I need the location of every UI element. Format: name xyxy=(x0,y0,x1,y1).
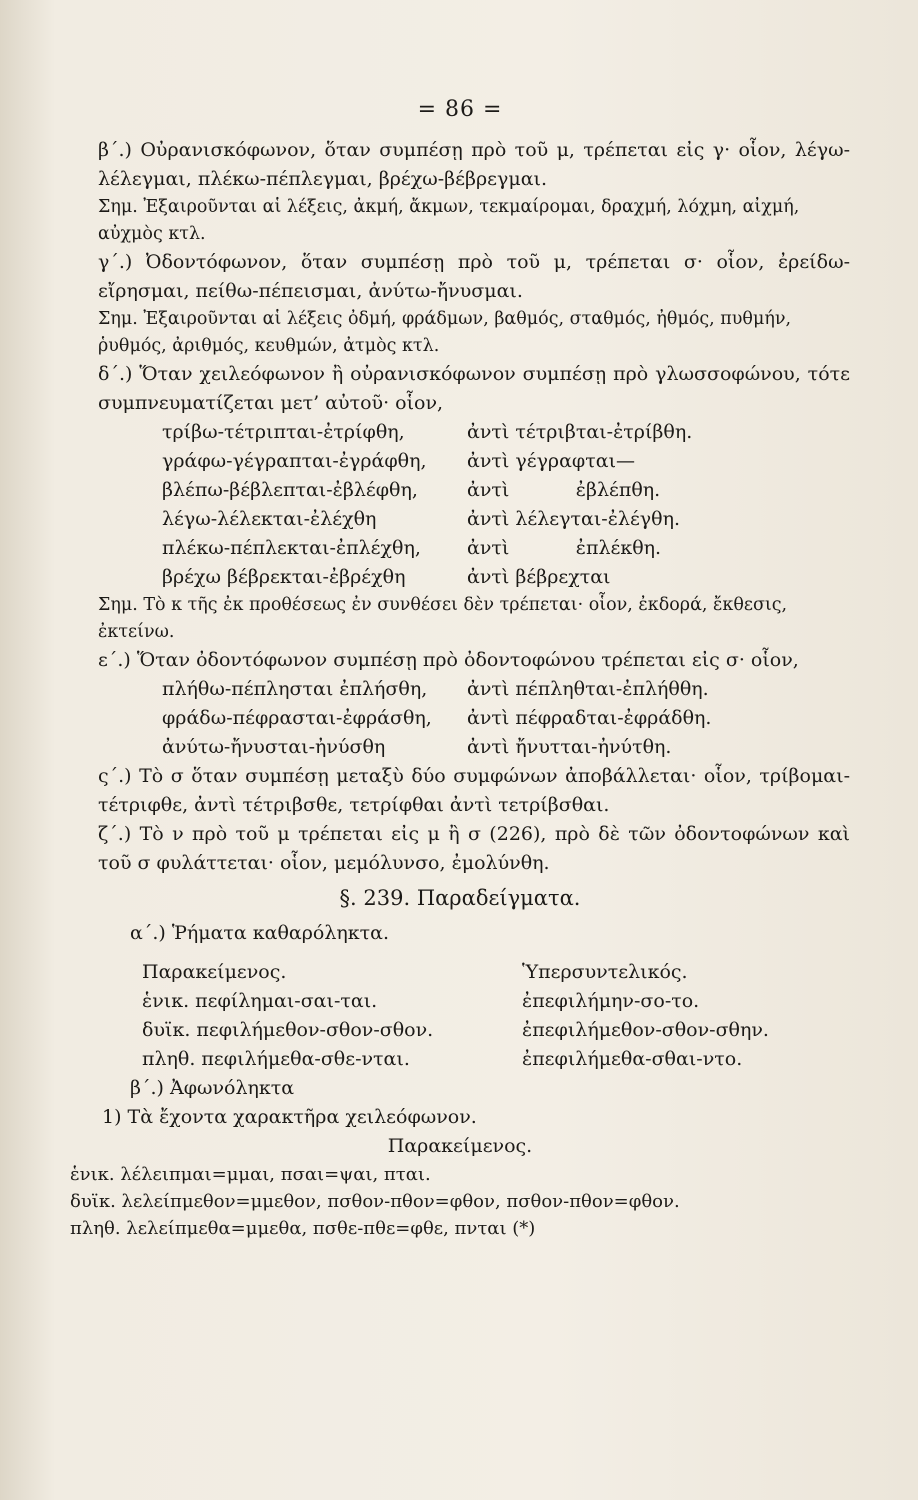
example-form: βρέχω βέβρεκται-ἐβρέχθη xyxy=(162,566,406,588)
example-row xyxy=(70,675,850,704)
pluperfect-form: ἐπεφιλήμεθα-σθαι-ντο. xyxy=(522,1048,743,1070)
note-gamma: Σημ. Ἐξαιροῦνται αἱ λέξεις ὀδμή, φράδμων, βαθμός, σταθμός, ἠθμός, πυθμήν, ῥυθμός, ἀριθμός, κευθμών, ἀτμὸς κτλ. xyxy=(98,309,792,356)
subsection-labials: 1) Τὰ ἔχοντα χαρακτῆρα χειλεόφωνον. xyxy=(102,1106,477,1128)
paragraph-gamma: γ΄.) Ὀδοντόφωνον, ὅταν συμπέσῃ πρὸ τοῦ μ, τρέπεται σ· οἷον, ἐρείδω-εἴρησμαι, πείθω-πέπεισμαι, ἀνύτω-ἤνυσμαι. xyxy=(98,251,850,302)
paragraph-beta: β΄.) Οὐρανισκόφωνον, ὅταν συμπέσῃ πρὸ τοῦ μ, τρέπεται εἰς γ· οἷον, λέγω-λέλεγμαι, πλέκω-πέπλεγμαι, βρέχω-βέβρεγμαι. xyxy=(98,139,850,190)
bottom-row-dual: δυϊκ. λελείπμεθον=μμεθον, πσθον-πθον=φθον, πσθον-πθον=φθον. xyxy=(70,1191,680,1212)
perfect-form: δυϊκ. πεφιλήμεθον-σθον-σθον. xyxy=(142,1019,434,1041)
paragraph-epsilon: ε΄.) Ὅταν ὀδοντόφωνον συμπέσῃ πρὸ ὀδοντοφώνου τρέπεται εἰς σ· οἷον, xyxy=(98,649,799,671)
example-row xyxy=(70,733,850,762)
example-original: ἀντὶ λέλεγται-ἐλέγθη. xyxy=(467,508,681,530)
note-beta: Σημ. Ἐξαιροῦνται αἱ λέξεις, ἀκμή, ἄκμων, τεκμαίρομαι, δραχμή, λόχμη, αἰχμή, αὐχμὸς κτλ. xyxy=(98,197,800,244)
example-row xyxy=(70,505,850,534)
delta-examples xyxy=(70,418,850,592)
paragraph-zeta: ζ΄.) Τὸ ν πρὸ τοῦ μ τρέπεται εἰς μ ἢ σ (226), πρὸ δὲ τῶν ὀδοντοφώνων καὶ τοῦ σ φυλάττεται· οἷον, μεμόλυνσο, ἐμολύνθη. xyxy=(98,823,850,874)
example-row xyxy=(70,534,850,563)
example-form: λέγω-λέλεκται-ἐλέχθη xyxy=(162,508,377,530)
example-original: ἀντὶ ἤνυτται-ἠνύτθη. xyxy=(467,736,672,758)
conjugation-row xyxy=(70,1045,850,1074)
example-form: βλέπω-βέβλεπται-ἐβλέφθη, xyxy=(162,479,418,501)
bottom-row-singular: ἑνικ. λέλειπμαι=μμαι, πσαι=ψαι, πται. xyxy=(70,1164,431,1185)
perfect-heading: Παρακείμενος. xyxy=(387,1135,533,1157)
example-original: ἀντὶ τέτριβται-ἐτρίβθη. xyxy=(467,421,693,443)
section-title: §. 239. Παραδείγματα. xyxy=(339,886,581,910)
pluperfect-form: ἐπεφιλήμεθον-σθον-σθην. xyxy=(522,1019,769,1041)
example-original: ἀντὶ πέφραδται-ἐφράδθη. xyxy=(467,707,712,729)
example-form: πλήθω-πέπλησται ἐπλήσθη, xyxy=(162,678,428,700)
subsection-alpha: α΄.) Ῥήματα καθαρόληκτα. xyxy=(130,922,390,944)
example-form: πλέκω-πέπλεκται-ἐπλέχθη, xyxy=(162,537,421,559)
pluperfect-form: ἐπεφιλήμην-σο-το. xyxy=(522,990,700,1012)
paragraph-delta: δ΄.) Ὅταν χειλεόφωνον ἢ οὐρανισκόφωνον συμπέσῃ πρὸ γλωσσοφώνου, τότε συμπνευματίζεται μετ’ αὐτοῦ· οἷον, xyxy=(98,363,850,414)
page-number: = 86 = xyxy=(417,97,503,122)
example-form: τρίβω-τέτριπται-ἐτρίφθη, xyxy=(162,421,405,443)
example-form: ἀνύτω-ἤνυσται-ἠνύσθη xyxy=(162,736,386,758)
conjugation-row xyxy=(70,1016,850,1045)
epsilon-examples xyxy=(70,675,850,762)
conjugation-header xyxy=(70,958,850,987)
subsection-beta: β΄.) Ἀφωνόληκτα xyxy=(130,1077,295,1099)
example-row xyxy=(70,563,850,592)
example-form: φράδω-πέφρασται-ἐφράσθη, xyxy=(162,707,432,729)
example-original: ἀντὶ ἐπλέκθη. xyxy=(467,537,662,559)
perfect-form: ἑνικ. πεφίλημαι-σαι-ται. xyxy=(142,990,378,1012)
paragraph-stigma: ς΄.) Τὸ σ ὅταν συμπέσῃ μεταξὺ δύο συμφώνων ἀποβάλλεται· οἷον, τρίβομαι-τέτριφθε, ἀντὶ τέτριβσθε, τετρίφθαι ἀντὶ τετρίβσθαι. xyxy=(98,765,850,816)
example-original: ἀντὶ πέπληθται-ἐπλήθθη. xyxy=(467,678,709,700)
note-delta: Σημ. Τὸ κ τῆς ἐκ προθέσεως ἐν συνθέσει δὲν τρέπεται· οἷον, ἐκδορά, ἔκθεσις, ἐκτείνω. xyxy=(98,595,788,642)
example-row xyxy=(70,476,850,505)
example-form: γράφω-γέγραπται-ἐγράφθη, xyxy=(162,450,427,472)
bottom-row-plural: πληθ. λελείπμεθα=μμεθα, πσθε-πθε=φθε, πνται (*) xyxy=(70,1218,536,1239)
column-pluperfect: Ὑπερσυντελικός. xyxy=(522,961,688,983)
example-row xyxy=(70,704,850,733)
example-row xyxy=(70,447,850,476)
example-original: ἀντὶ βέβρεχται xyxy=(467,566,611,588)
example-original: ἀντὶ ἐβλέπθη. xyxy=(467,479,661,501)
page-content xyxy=(70,95,850,1242)
column-perfect: Παρακείμενος. xyxy=(142,961,287,983)
perfect-form: πληθ. πεφιλήμεθα-σθε-νται. xyxy=(142,1048,410,1070)
conjugation-row xyxy=(70,987,850,1016)
example-original: ἀντὶ γέγραφται— xyxy=(467,450,636,472)
example-row xyxy=(70,418,850,447)
